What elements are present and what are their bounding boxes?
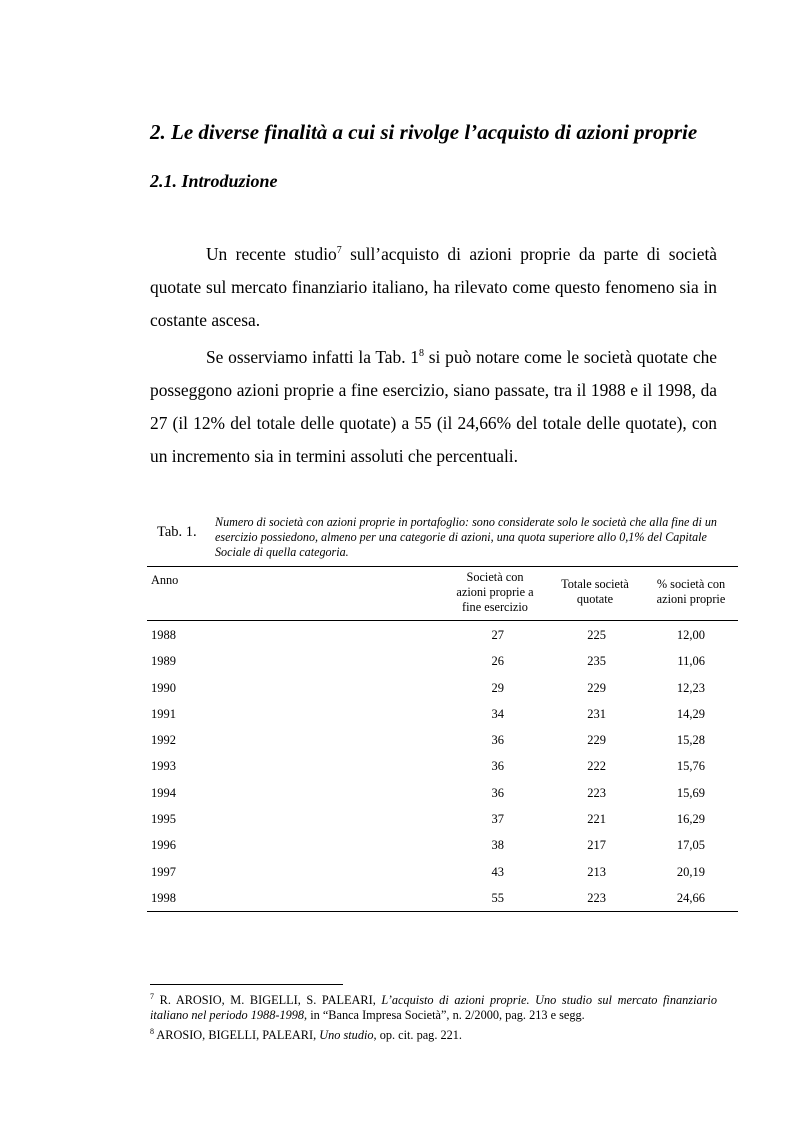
cell-totale: 213 — [587, 864, 606, 879]
cell-totale: 225 — [587, 628, 606, 642]
table-row — [0, 808, 793, 834]
cell-anno: 1993 — [151, 759, 176, 774]
cell-percentuale: 24,66 — [676, 890, 705, 905]
cell-anno: 1995 — [151, 812, 176, 827]
table-row — [0, 624, 793, 650]
paragraph-1 — [150, 238, 717, 337]
footnote-source: , op. cit. pag. 221. — [373, 1028, 463, 1042]
table-bottom-rule — [147, 911, 738, 912]
header-line: Totale società — [561, 577, 629, 591]
cell-anno: 1994 — [151, 785, 176, 800]
table-row — [0, 677, 793, 703]
table-row — [0, 887, 793, 913]
header-line: fine esercizio — [462, 600, 528, 614]
header-anno: Anno — [151, 573, 179, 587]
cell-percentuale: 14,29 — [676, 706, 705, 721]
cell-azioni: 36 — [491, 785, 504, 800]
paragraph-1-text-a: Un recente studio — [206, 244, 337, 264]
footnote-number: 7 — [150, 992, 154, 1001]
footnote-source: , in “Banca Impresa Società”, n. 2/2000, pag. 213 e segg. — [304, 1008, 585, 1022]
cell-anno: 1996 — [151, 838, 176, 853]
table-row — [0, 861, 793, 887]
header-line: azioni proprie a — [456, 585, 534, 599]
cell-azioni: 27 — [491, 628, 504, 642]
footnote-ref-7[interactable]: 7 — [336, 245, 342, 256]
header-line: azioni proprie — [656, 592, 726, 606]
cell-anno: 1997 — [151, 864, 176, 879]
footnote-7 — [150, 993, 717, 1023]
table-row — [0, 782, 793, 808]
table-header-rule — [147, 620, 738, 621]
footnote-number: 8 — [150, 1027, 154, 1036]
header-line: % società con — [656, 577, 726, 591]
cell-azioni: 55 — [491, 890, 504, 905]
cell-azioni: 36 — [491, 733, 504, 748]
footnote-title: L’acquisto di azioni proprie. Uno studio sul mercato finanziario italiano nel periodo 1988-1998 — [150, 993, 717, 1022]
cell-totale: 223 — [587, 890, 606, 905]
cell-anno: 1992 — [151, 733, 176, 748]
table-row — [0, 703, 793, 729]
cell-percentuale: 12,00 — [676, 628, 705, 642]
section-heading: 2. Le diverse finalità a cui si rivolge l’acquisto di azioni proprie — [150, 120, 698, 144]
table-label: Tab. 1. — [157, 524, 197, 540]
header-percentuale — [641, 577, 741, 607]
cell-totale: 235 — [587, 654, 606, 669]
cell-totale: 231 — [587, 706, 606, 721]
cell-totale: 229 — [587, 680, 606, 695]
cell-anno: 1998 — [151, 890, 176, 905]
cell-totale: 221 — [587, 812, 606, 827]
cell-totale: 222 — [587, 759, 606, 774]
subsection-heading: 2.1. Introduzione — [150, 171, 278, 191]
table-caption: Numero di società con azioni proprie in portafoglio: sono considerate solo le società che alla fine di un esercizio possiedono, almeno per una categorie di azioni, una quota superiore allo 0,1% del Capitale Sociale di quella categoria. — [215, 515, 717, 559]
table-row — [0, 729, 793, 755]
cell-azioni: 37 — [491, 812, 504, 827]
cell-percentuale: 12,23 — [676, 680, 705, 695]
header-societa-azioni — [430, 570, 560, 615]
cell-percentuale: 15,28 — [676, 733, 705, 748]
cell-percentuale: 15,76 — [676, 759, 705, 774]
footnote-title: Uno studio — [319, 1028, 374, 1042]
cell-azioni: 38 — [491, 838, 504, 853]
cell-totale: 217 — [587, 838, 606, 853]
table-body — [0, 624, 793, 913]
cell-totale: 223 — [587, 785, 606, 800]
cell-anno: 1989 — [151, 654, 176, 669]
header-line: quotate — [576, 592, 614, 606]
cell-percentuale: 15,69 — [676, 785, 705, 800]
footnote-authors: R. AROSIO, M. BIGELLI, S. PALEARI, — [154, 993, 382, 1007]
table-row — [0, 834, 793, 860]
cell-azioni: 43 — [491, 864, 504, 879]
header-line: Società con — [466, 570, 524, 584]
cell-percentuale: 16,29 — [676, 812, 705, 827]
cell-azioni: 34 — [491, 706, 504, 721]
paragraph-2-text-b: si può notare come le società quotate che posseggono azioni proprie a fine esercizio, siano passate, tra il 1988 e il 1998, da 27 (il 12% del totale delle quotate) a 55 (il 24,66% del totale delle quotate), con un incremento sia in termini assoluti che percentuali. — [150, 347, 717, 466]
footnote-separator — [150, 984, 343, 985]
paragraph-2 — [150, 341, 717, 473]
cell-percentuale: 20,19 — [676, 864, 705, 879]
table-row — [0, 650, 793, 676]
paragraph-2-text-a: Se osserviamo infatti la Tab. 1 — [206, 347, 420, 367]
cell-azioni: 26 — [491, 654, 504, 669]
cell-percentuale: 11,06 — [677, 654, 705, 669]
table-row — [0, 755, 793, 781]
footnote-8 — [150, 1028, 717, 1043]
cell-percentuale: 17,05 — [676, 838, 705, 853]
cell-anno: 1991 — [151, 706, 176, 721]
paragraph-1-text-b: sull’acquisto di azioni proprie da parte di società quotate sul mercato finanziario italiano, ha rilevato come questo fenomeno sia in costante ascesa. — [150, 244, 717, 330]
cell-azioni: 36 — [491, 759, 504, 774]
cell-anno: 1990 — [151, 680, 176, 695]
footnote-ref-8[interactable]: 8 — [419, 348, 425, 359]
header-totale-quotate — [550, 577, 640, 607]
footnote-authors: AROSIO, BIGELLI, PALEARI, — [154, 1028, 320, 1042]
cell-anno: 1988 — [151, 628, 176, 642]
cell-azioni: 29 — [491, 680, 504, 695]
cell-totale: 229 — [587, 733, 606, 748]
table-top-rule — [147, 566, 738, 567]
